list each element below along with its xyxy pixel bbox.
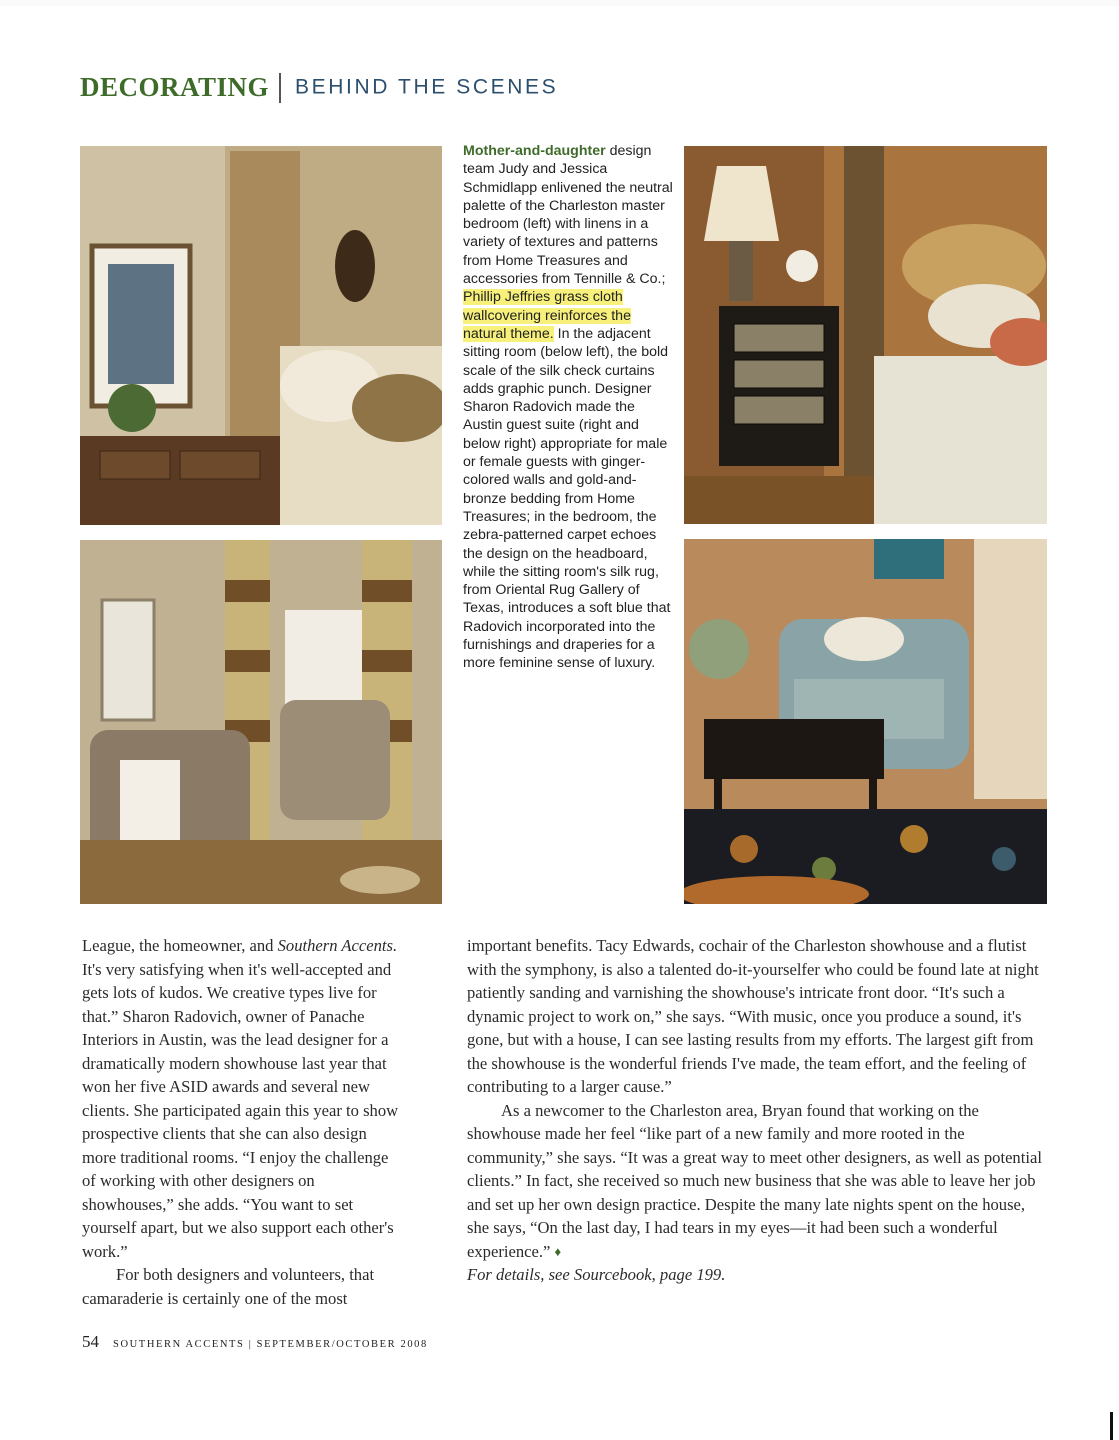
paragraph bbox=[82, 934, 402, 1263]
austin-sitting-illustration bbox=[684, 539, 1047, 904]
paragraph-text: League, the homeowner, and bbox=[82, 936, 278, 955]
photo-sitting-room bbox=[80, 540, 442, 904]
section-title: DECORATING bbox=[80, 72, 270, 102]
magazine-footer: SOUTHERN ACCENTS | SEPTEMBER/OCTOBER 2008 bbox=[113, 1339, 428, 1350]
photo-caption bbox=[463, 142, 673, 673]
guest-suite-illustration bbox=[684, 146, 1047, 524]
page-header bbox=[80, 72, 558, 108]
paragraph-text: It's very satisfying when it's well-accepted and gets lots of kudos. We creative types live for that.” Sharon Radovich, owner of Panache Interiors in Austin, was the lead designer for a dramatically modern showhouse last year that won her five ASID awards and several new clients. She participated again this year to show prospective clients that she can also design more traditional rooms. “I enjoy the challenge of working with other designers on showhouses,” she adds. “You want to set yourself apart, but we also support each other's work.” bbox=[82, 959, 399, 1261]
details-note: For details, see Sourcebook, page 199. bbox=[467, 1265, 726, 1284]
subsection-title: BEHIND THE SCENES bbox=[295, 75, 559, 99]
caption-highlight: Phillip Jeffries grass cloth wallcovering reinforces the natural theme. bbox=[463, 289, 631, 342]
caption-lead: Mother-and-daughter bbox=[463, 143, 606, 159]
end-mark-icon: ♦ bbox=[554, 1243, 562, 1259]
paragraph: For both designers and volunteers, that camaraderie is certainly one of the most bbox=[82, 1265, 375, 1308]
magazine-name: Southern Accents. bbox=[277, 936, 398, 955]
sitting-room-illustration bbox=[80, 540, 442, 904]
paragraph-text: As a newcomer to the Charleston area, Bryan found that working on the showhouse made her feel “like part of a new family and more rooted in the community,” she says. “It was a great way to meet other designers, as well as potential clients.” In fact, she received so much new business that she was able to leave her job and set up her own design practice. Despite the many late nights spent on the house, she says, “On the last day, I had tears in my eyes—it had been such a wonderful experience.” bbox=[467, 1100, 1042, 1261]
page-number: 54 bbox=[82, 1332, 99, 1351]
header-divider bbox=[279, 73, 281, 103]
bedroom-illustration bbox=[80, 146, 442, 525]
paragraph: important benefits. Tacy Edwards, cochair of the Charleston showhouse and a flutist with the symphony, is also a talented do-it-yourselfer who could be found late at night patiently sanding and varnishing the showhouse's intricate front door. “It's such a dynamic project to work on,” she says. “With music, once you produce a sound, it's gone, but with a house, I can see lasting results from my efforts. The largest gift from the showhouse is the wonderful friends I've made, the team effort, and the feeling of contributing to a larger cause.” bbox=[467, 936, 1039, 1096]
paragraph bbox=[467, 1099, 1047, 1287]
page-edge bbox=[0, 0, 1119, 6]
photo-charleston-bedroom bbox=[80, 146, 442, 525]
body-column-right bbox=[467, 934, 1047, 1287]
caption-text-1: design team Judy and Jessica Schmidlapp enlivened the neutral palette of the Charleston master bedroom (left) with linens in a variety of textures and patterns from Home Treasures and accessories from Tennille & Co.; bbox=[463, 143, 673, 288]
photo-austin-bedroom bbox=[684, 146, 1047, 524]
page-footer bbox=[82, 1332, 428, 1352]
scan-edge-mark bbox=[1110, 1412, 1113, 1440]
caption-text-2: In the adjacent sitting room (below left), the bold scale of the silk check curtains adds graphic punch. Designer Sharon Radovich made the Austin guest suite (right and below right) appropriate for male or female guests with ginger-colored walls and gold-and-bronze bedding from Home Treasures; in the bedroom, the zebra-patterned carpet echoes the design on the headboard, while the sitting room's silk rug, from Oriental Rug Gallery of Texas, introduces a soft blue that Radovich incorporated into the furnishings and draperies for a more feminine sense of luxury. bbox=[463, 325, 671, 672]
body-column-left bbox=[82, 934, 402, 1310]
photo-austin-sitting-room bbox=[684, 539, 1047, 904]
